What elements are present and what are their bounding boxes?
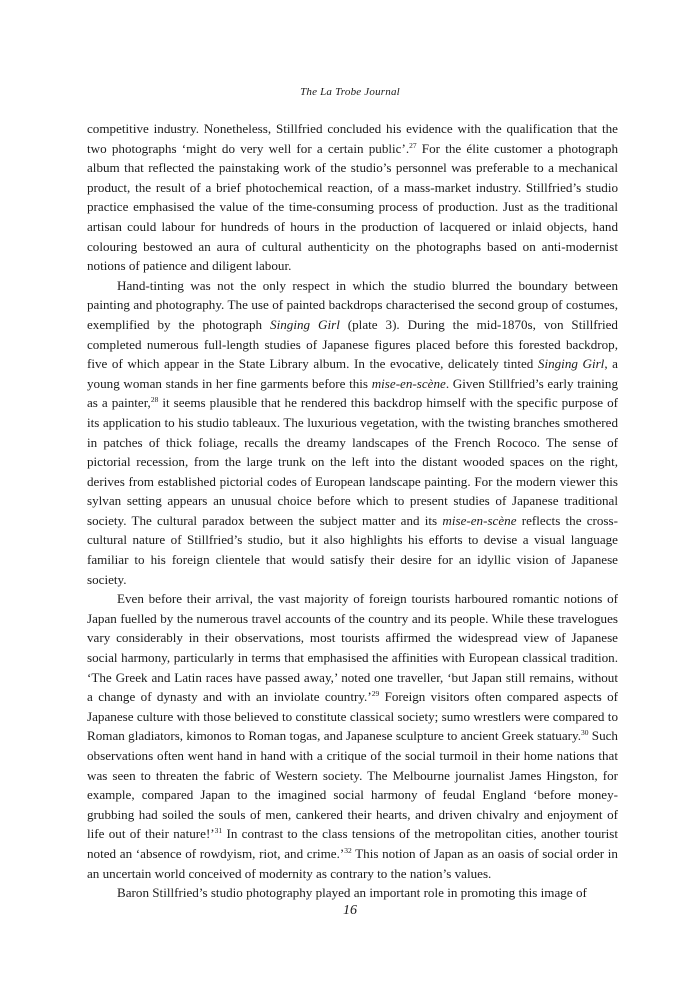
text-run: Such observations often went hand in hand with a critique of the social turmoil in their home nations that was seen to threaten the fabric of Western society. The Melbourne journalist James Hingston, for example, compared Japan to the imagined social harmony of feudal England ‘before money-grubbing had soiled the souls of men, cankered their hearts, and driven chivalry and enjoyment of life out of their nature!’ [87,728,618,842]
artwork-title: Singing Girl [537,356,605,372]
text-run: This notion of Japan as an oasis of social order in an uncertain world conceived of modernity as contrary to the nation’s values. [87,845,618,881]
footnote-marker[interactable]: 31 [214,826,223,836]
paragraph [87,883,618,903]
paragraph [87,119,618,276]
text-run: reflects the cross-cultural nature of Stillfried’s studio, but it also highlights his efforts to devise a visual language familiar to his foreign clientele that would satisfy their desire for an idyllic vision of Japanese society. [87,512,618,587]
footnote-marker[interactable]: 27 [409,140,417,150]
artwork-title: Singing Girl [270,316,340,332]
text-run: Foreign visitors often compared aspects of Japanese culture with those believed to constitute classical society; sumo wrestlers were compared to Roman gladiators, kimonos to Roman togas, and Japanese sculpture to ancient Greek statuary. [87,689,618,744]
page-number: 16 [343,903,357,918]
text-run: competitive industry. Nonetheless, Stillfried concluded his evidence with the qualification that the two photographs ‘might do very well for a certain public’. [87,121,618,156]
text-run: Even before their arrival, the vast majority of foreign tourists harboured romantic notions of Japan fuelled by the numerous travel accounts of the country and its people. While these travelogues vary considerably in their observations, most tourists affirmed the widespread view of Japanese social harmony, particularly in terms that emphasised the affinities with European classical tradition. ‘The Greek and Latin races have passed away,’ noted one traveller, ‘but Japan still remains, without a change of dynasty and with an inviolate country.’ [87,591,618,705]
footnote-marker[interactable]: 32 [344,845,352,855]
text-run: , a young woman stands in her fine garments before this [87,356,618,391]
running-head: The La Trobe Journal [300,86,400,98]
text-run: it seems plausible that he rendered this backdrop himself with the specific purpose of its application to his studio tableaux. The luxurious vegetation, with the twisting branches smothered in patches of thick foliage, recalls the dreamy landscapes of the French Rococo. The sense of pictorial recession, from the large trunk on the left into the distant wooded spaces on the right, derives from established pictorial codes of European landscape painting. For the modern viewer this sylvan setting appears an unusual choice before which to present studies of Japanese traditional society. The cultural paradox between the subject matter and its [87,395,618,528]
footnote-marker[interactable]: 28 [150,395,159,405]
footnote-marker[interactable]: 29 [371,689,380,699]
paragraph [87,589,618,883]
text-run: (plate 3). During the mid-1870s, von Stillfried completed numerous full-length studies of Japanese figures placed before this forested backdrop, five of which appear in the State Library album. In the evocative, delicately tinted [87,316,618,372]
foreign-term: mise-en-scène [442,512,517,528]
text-run: For the élite customer a photograph album that reflected the painstaking work of the studio’s personnel was preferable to a mechanical product, the result of a brief photochemical reaction, of a mass-market industry. Stillfried’s studio practice emphasised the value of the time-consuming process of production. Just as the traditional artisan could labour for hundreds of hours in the production of lacquered or inlaid objects, hand colouring bestowed an aura of cultural authenticity on the photographs based on anti-modernist notions of patience and diligent labour. [87,140,618,274]
article-body [87,119,618,903]
foreign-term: mise-en-scène [371,375,446,391]
paragraph [87,276,618,590]
text-run: . Given Stillfried’s early training as a painter, [87,375,619,411]
text-run: In contrast to the class tensions of the metropolitan cities, another tourist noted an ‘absence of rowdyism, riot, and crime.’ [87,826,618,861]
footnote-marker[interactable]: 30 [580,728,589,738]
text-run: Hand-tinting was not the only respect in which the studio blurred the boundary between painting and photography. The use of painted backdrops characterised the second group of costumes, exemplified by the photograph [87,277,618,332]
text-run: Baron Stillfried’s studio photography played an important role in promoting this image of [117,885,587,901]
